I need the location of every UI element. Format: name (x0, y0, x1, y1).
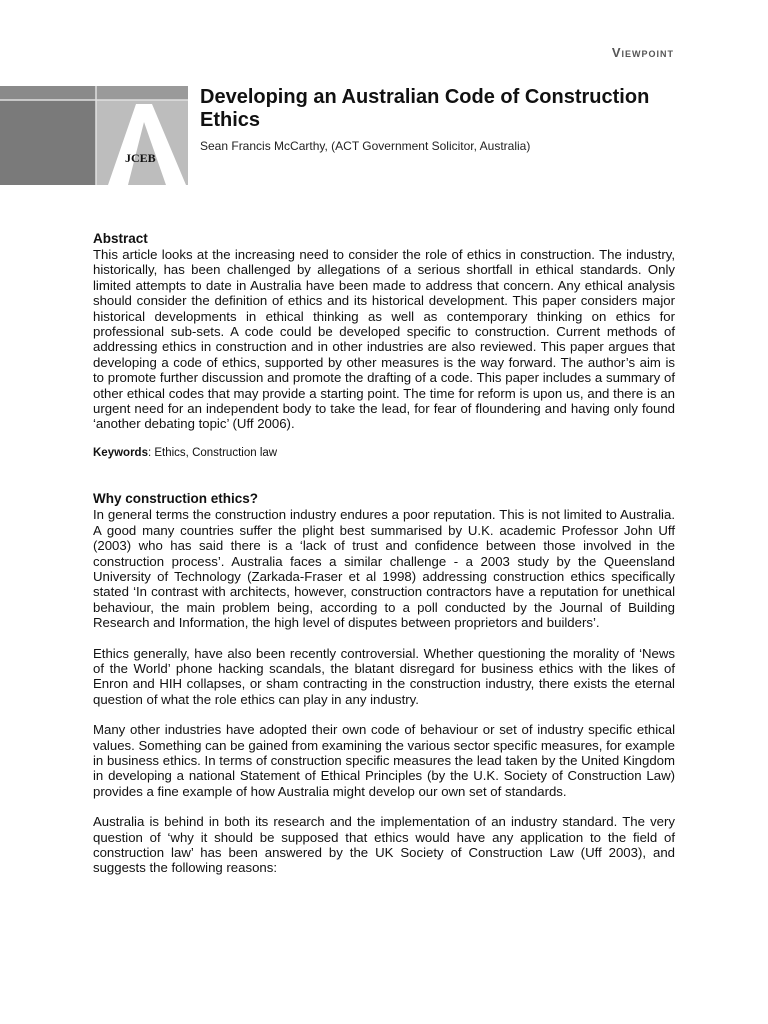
jceb-logo-graphic (0, 86, 188, 185)
keywords-value: : Ethics, Construction law (147, 446, 278, 459)
keywords-label: Keywords (93, 446, 148, 459)
abstract-text: This article looks at the increasing need to consider the role of ethics in construction. The industry, historically, has been challenged by allegations of a serious shortfall in ethical standards. Only limited attempts to date in Australia have been made to address that concern. Any ethical analysis should consider the definition of ethics and its historical development. This paper considers major historical developments in ethical thinking as well as contemporary thinking on ethics for professional sub-sets. A code could be developed specific to construction. Current methods of addressing ethics in construction and in other industries are also reviewed. This paper argues that developing a code of ethics, supported by other measures is the way forward. The author’s aim is to promote further discussion and promote the drafting of a code. This paper includes a summary of other ethical codes that may provide a starting point. The time for reform is upon us, and there is an urgent need for an independent body to take the lead, for fear of floundering and having only found ‘another debating topic’ (Uff 2006). (93, 247, 675, 432)
keywords-line (93, 446, 675, 461)
paragraph: Ethics generally, have also been recently controversial. Whether questioning the morality of ‘News of the World’ phone hacking scandals, the blatant disregard for business ethics with the likes of Enron and HIH collapses, or sham contracting in the construction industry, there exists the eternal question of what the role ethics can play in any industry. (93, 645, 675, 707)
paragraph: Australia is behind in both its research and the implementation of an industry standard. The very question of ‘why it should be supposed that ethics would have any application to the field of construction law’ has been answered by the UK Society of Construction Law (Uff 2003), and suggests the following reasons: (93, 814, 675, 876)
section-label: Viewpoint (611, 45, 674, 60)
article-author: Sean Francis McCarthy, (ACT Government Solicitor, Australia) (200, 139, 531, 153)
abstract-heading: Abstract (93, 231, 148, 246)
article-body (93, 231, 675, 876)
logo-text: JCEB (125, 151, 156, 165)
paragraph: In general terms the construction industry endures a poor reputation. This is not limited to Australia. A good many countries suffer the plight best summarised by U.K. academic Professor John Uff (2003) who has said there is a ‘lack of trust and confidence between those involved in the construction process’. Australia faces a similar challenge - a 2003 study by the Queensland University of Technology (Zarkada-Fraser et al 1998) addressing construction ethics specifically stated ‘In contrast with architects, however, construction contractors have a reputation for unethical behaviour, the main problem being, according to a poll conducted by the Journal of Building Research and Information, the high level of disputes between proprietors and builders’. (93, 507, 675, 631)
paragraph: Many other industries have adopted their own code of behaviour or set of industry specific ethical values. Something can be gained from examining the various sector specific measures, for example in business ethics. In terms of construction specific measures the lead taken by the United Kingdom in developing a national Statement of Ethical Principles (by the U.K. Society of Construction Law) provides a fine example of how Australia might develop our own set of standards. (93, 722, 676, 799)
section-heading: Why construction ethics? (93, 491, 259, 507)
article-title: Developing an Australian Code of Construction Ethics (200, 86, 650, 131)
jceb-logo (0, 86, 188, 185)
